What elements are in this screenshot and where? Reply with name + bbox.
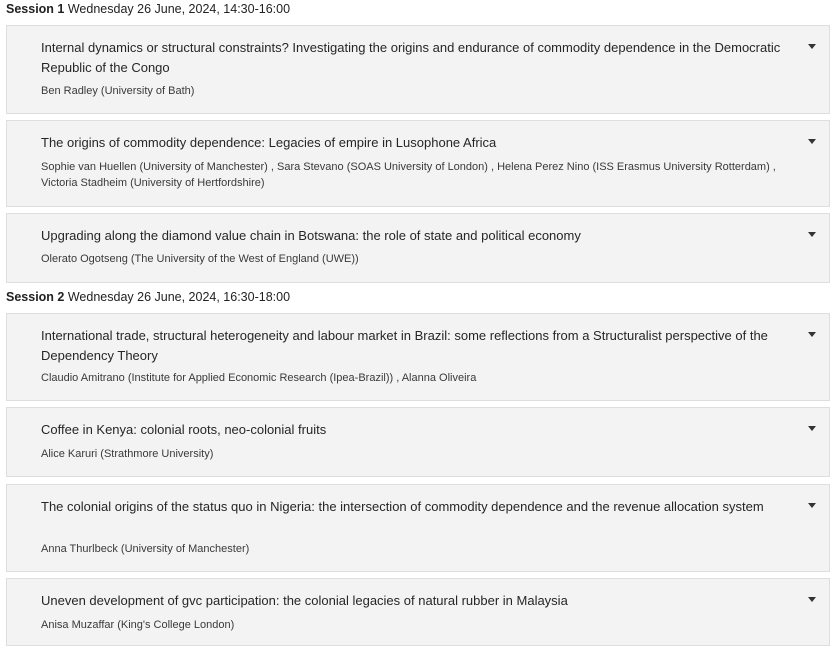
paper-card[interactable] [6,578,830,646]
chevron-down-icon[interactable] [807,43,817,51]
session-label: Session 1 [6,2,65,16]
chevron-down-icon[interactable] [807,231,817,239]
paper-title[interactable]: International trade, structural heterogeneity and labour market in Brazil: some reflections from a Structuralist perspective of the Dependency Theory [41,328,768,363]
paper-authors: Anisa Muzaffar (King's College London) [41,619,235,631]
paper-title[interactable]: Coffee in Kenya: colonial roots, neo-colonial fruits [41,422,327,437]
chevron-down-icon[interactable] [807,596,817,604]
paper-card[interactable] [6,25,830,114]
paper-authors: Anna Thurlbeck (University of Manchester) [41,543,250,555]
paper-authors: Ben Radley (University of Bath) [41,85,195,97]
session-datetime: Wednesday 26 June, 2024, 14:30-16:00 [67,2,291,16]
paper-title[interactable]: The origins of commodity dependence: Legacies of empire in Lusophone Africa [41,135,497,150]
paper-card[interactable] [6,484,830,572]
paper-authors: Alice Karuri (Strathmore University) [41,448,214,460]
chevron-down-icon[interactable] [807,331,817,339]
chevron-down-icon[interactable] [807,502,817,510]
session-header [6,1,290,17]
paper-card[interactable] [6,407,830,477]
paper-card[interactable] [6,213,830,283]
chevron-down-icon[interactable] [807,425,817,433]
paper-card[interactable] [6,313,830,401]
session-label: Session 2 [6,290,65,304]
paper-authors: Sophie van Huellen (University of Manchester) , Sara Stevano (SOAS University of London) , Helena Perez Nino (ISS Erasmus University Rotterdam) , Victoria Stadheim (University of Hertfordshire) [41,161,776,189]
session-datetime: Wednesday 26 June, 2024, 16:30-18:00 [67,290,291,304]
paper-authors: Claudio Amitrano (Institute for Applied Economic Research (Ipea-Brazil)) , Alanna Oliveira [41,372,477,384]
session-header [6,289,290,305]
paper-title[interactable]: The colonial origins of the status quo in Nigeria: the intersection of commodity dependence and the revenue allocation system [41,499,764,514]
chevron-down-icon[interactable] [807,138,817,146]
paper-authors: Olerato Ogotseng (The University of the West of England (UWE)) [41,253,359,265]
paper-title[interactable]: Uneven development of gvc participation: the colonial legacies of natural rubber in Malaysia [41,593,568,608]
paper-card[interactable] [6,120,830,207]
paper-title[interactable]: Internal dynamics or structural constraints? Investigating the origins and endurance of commodity dependence in the Democratic Republic of the Congo [41,40,781,75]
paper-title[interactable]: Upgrading along the diamond value chain in Botswana: the role of state and political economy [41,228,581,243]
